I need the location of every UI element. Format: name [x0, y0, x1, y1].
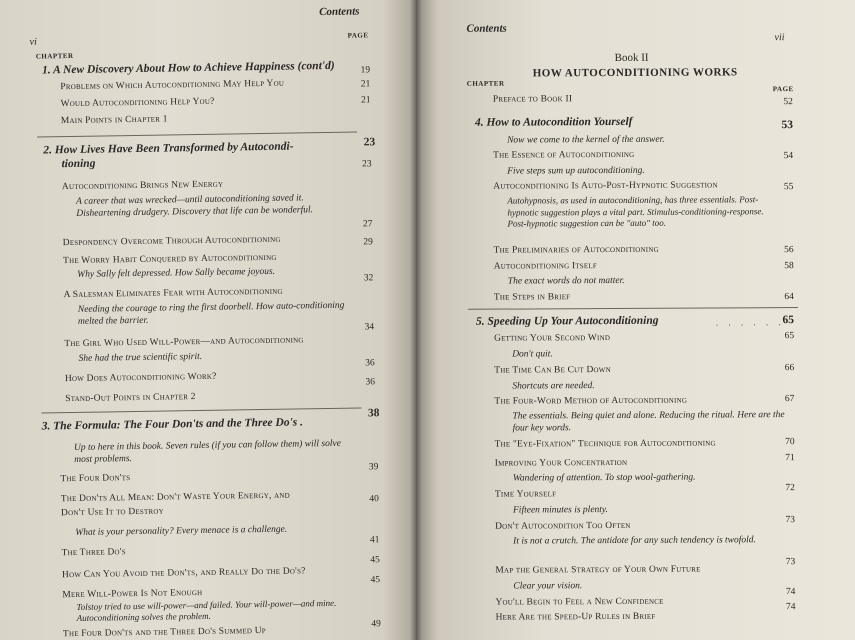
page-number: 38 [367, 407, 380, 420]
page-number: 40 [369, 494, 379, 505]
toc-entry: Problems on Which Autoconditioning May Help You [60, 78, 285, 93]
page-number: 23 [361, 159, 372, 170]
right-page [416, 0, 855, 640]
toc-entry: Don't Autocondition Too Often [495, 520, 631, 532]
book-gutter [410, 0, 422, 640]
toc-entry: Preface to Book II [492, 94, 573, 105]
toc-entry: The Steps in Brief [493, 292, 571, 303]
toc-entry: The Essence of Autoconditioning [493, 149, 635, 161]
entry-description: Shortcuts are needed. [512, 381, 595, 392]
toc-entry: Improving Your Concentration [494, 457, 628, 469]
page-number: 23 [363, 136, 376, 149]
toc-entry: The Four Don'ts and the Three Do's Summed Up [62, 626, 266, 640]
page-number: 41 [369, 535, 380, 546]
book-label: Book II [614, 51, 649, 65]
toc-entry: Autoconditioning Itself [493, 261, 597, 272]
toc-entry: The Four Don'ts [60, 473, 131, 485]
book-title: HOW AUTOCONDITIONING WORKS [532, 66, 738, 80]
page-number: 36 [365, 358, 375, 369]
page-number: 52 [783, 97, 793, 108]
toc-entry: Despondency Overcome Through Autoconditioning [62, 234, 281, 249]
page-number: 56 [784, 245, 794, 256]
entry-description: Now we come to the kernel of the answer. [507, 134, 665, 146]
toc-entry: The Time Can Be Cut Down [494, 365, 611, 376]
left-page [0, 0, 416, 640]
toc-entry: Map the General Strategy of Your Own Future [495, 564, 701, 576]
toc-entry: How Does Autoconditioning Work? [64, 371, 217, 385]
page-number: 74 [785, 587, 796, 598]
page-number: 71 [785, 453, 795, 464]
page-number: 58 [784, 261, 794, 272]
toc-entry: The "Eye-Fixation" Technique for Autoconditioning [494, 438, 716, 450]
page-number: 53 [781, 119, 794, 132]
toc-entry: Main Points in Chapter 1 [60, 114, 168, 127]
page-number: 74 [785, 602, 796, 613]
page-number: 65 [784, 331, 795, 342]
divider [468, 307, 798, 310]
page-number: 29 [363, 237, 373, 248]
page-number: 70 [785, 437, 795, 448]
page-folio: vi [29, 36, 37, 48]
page-number: 21 [360, 95, 371, 106]
page-folio: vii [774, 32, 785, 44]
page-number: 65 [782, 314, 795, 327]
toc-entry: Stand-Out Points in Chapter 2 [65, 392, 196, 405]
chapter-title: 1. A New Discovery About How to Achieve Happiness (cont'd) [41, 59, 335, 77]
toc-entry: The Three Do's [61, 547, 126, 559]
chapter-title: 2. How Lives Have Been Transformed by Autocondi- [43, 140, 294, 157]
entry-description: She had the true scientific spirit. [78, 351, 203, 364]
entry-description: The essentials. Being quiet and alone. Reducing the ritual. Here are the four key words. [512, 410, 785, 434]
toc-entry: Autoconditioning Is Auto-Post-Hypnotic Suggestion [493, 180, 718, 192]
entry-description: Needing the courage to ring the first doorbell. How auto-conditioning melted the barrier. [77, 300, 345, 327]
chapter-title: 3. The Formula: The Four Don'ts and the Three Do's . [41, 416, 304, 433]
toc-entry: Mere Will-Power Is Not Enough [62, 587, 203, 601]
entry-description: Why Sally felt depressed. How Sally became joyous. [77, 266, 276, 280]
leader-dots: . . . . . . [715, 317, 785, 328]
page-number: 64 [784, 292, 794, 303]
toc-entry: Autoconditioning Brings New Energy [61, 179, 224, 193]
page-number: 73 [785, 557, 796, 568]
entry-description: What is your personality? Every menace is a challenge. [75, 524, 288, 538]
page-number: 21 [360, 79, 371, 90]
page-number: 73 [785, 515, 796, 526]
page-number: 36 [365, 377, 376, 388]
chapter-label: CHAPTER [466, 79, 505, 88]
page-label: PAGE [772, 85, 794, 94]
page-label: PAGE [347, 31, 369, 40]
entry-description: Autohypnosis, as used in autoconditioning, has three essentials. Post-hypnotic suggestion plays a vital part. Stimulus-conditioning-response. Post-hypnotic suggestion can be "auto" too. [507, 194, 764, 229]
toc-entry: The Preliminaries of Autoconditioning [493, 244, 659, 256]
chapter-title: 5. Speeding Up Your Autoconditioning [475, 314, 659, 328]
page-number: 39 [368, 462, 379, 473]
toc-entry: A Salesman Eliminates Fear with Autoconditioning [63, 286, 283, 301]
entry-description: Five steps sum up autoconditioning. [507, 165, 645, 177]
page-number: 55 [783, 182, 794, 193]
entry-description: The exact words do not matter. [507, 275, 625, 287]
page-number: 66 [784, 363, 795, 374]
entry-description: Clear your vision. [513, 581, 583, 592]
toc-entry: Would Autoconditioning Help You? [60, 96, 215, 110]
page-number: 34 [364, 322, 375, 333]
toc-entry: How Can You Avoid the Don'ts, and Really Do the Do's? [61, 566, 306, 581]
running-header: Contents [319, 5, 360, 19]
toc-entry: The Worry Habit Conquered by Autoconditioning [62, 252, 277, 267]
toc-entry: Getting Your Second Wind [494, 333, 611, 344]
page-number: 45 [370, 575, 381, 586]
toc-entry: The Don'ts All Mean: Don't Waste Your Energy, and [60, 490, 291, 505]
chapter-title-cont: tioning [61, 157, 96, 171]
toc-entry: Here Are the Speed-Up Rules in Brief [495, 611, 656, 623]
toc-entry: Time Yourself [494, 489, 557, 500]
entry-description: Wandering of attention. To stop wool-gathering. [512, 472, 696, 484]
running-header: Contents [466, 22, 507, 35]
chapter-title: 4. How to Autocondition Yourself [474, 115, 633, 129]
toc-entry: The Girl Who Used Will-Power—and Autoconditioning [64, 335, 304, 350]
page-number: 45 [370, 555, 380, 566]
page-number: 19 [360, 65, 371, 76]
page-number: 32 [363, 273, 374, 284]
toc-entry-cont: Don't Use It to Destroy [60, 506, 164, 519]
page-number: 54 [783, 151, 794, 162]
divider [41, 407, 361, 413]
page-number: 27 [362, 219, 373, 230]
chapter-label: CHAPTER [35, 51, 74, 61]
entry-description: Up to here in this book. Seven rules (if you can follow them) will solve most problems. [73, 438, 341, 465]
page-number: 72 [785, 483, 795, 494]
entry-description: Don't quit. [512, 349, 553, 360]
divider [37, 132, 357, 138]
toc-entry: You'll Begin to Feel a New Confidence [495, 596, 664, 608]
entry-description: Fifteen minutes is plenty. [512, 505, 609, 516]
entry-description: Tolstoy tried to use will-power—and failed. Your will-power—and mine. Autoconditioning solves the problem. [76, 597, 337, 623]
page-number: 49 [371, 619, 381, 630]
page-number: 67 [784, 394, 795, 405]
entry-description: It is not a crutch. The antidote for any such tendency is twofold. [513, 535, 756, 547]
toc-entry: The Four-Word Method of Autoconditioning [494, 395, 688, 407]
entry-description: A career that was wrecked—until autoconditioning saved it. Disheartening drudgery. Discovery that life can be wonderful. [76, 193, 314, 219]
